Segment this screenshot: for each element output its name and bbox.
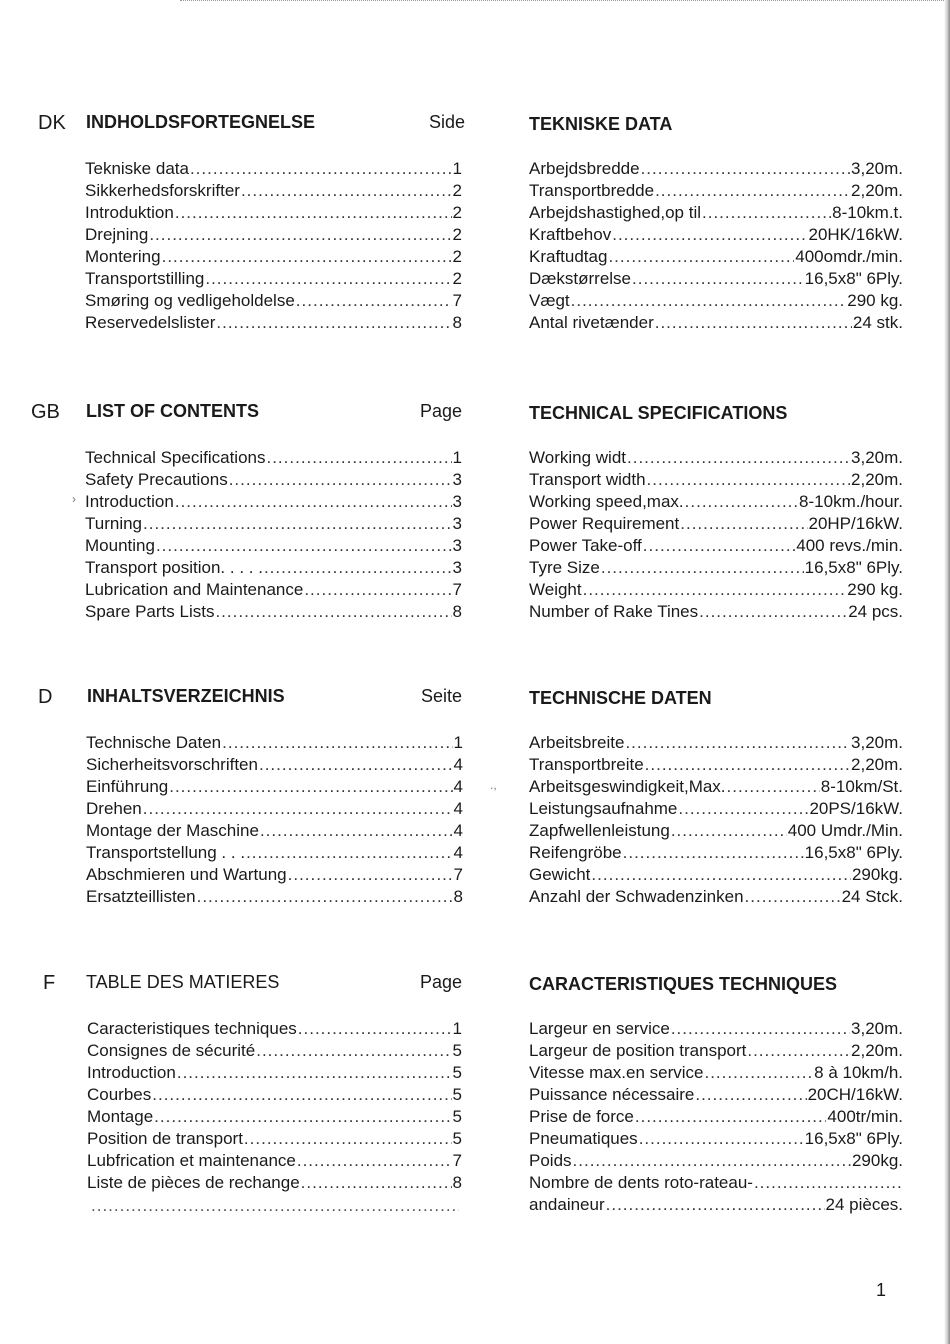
tech-title: TECHNISCHE DATEN xyxy=(529,688,712,708)
section-gb xyxy=(0,401,950,661)
toc-entry: Abschmieren und Wartung ..... 7 xyxy=(86,864,463,886)
tech-title: TECHNICAL SPECIFICATIONS xyxy=(529,403,788,423)
page-number: 1 xyxy=(876,1280,887,1300)
toc-entry: Liste de pièces de rechange ..... 8 xyxy=(87,1172,462,1194)
toc-entry: Montage ..... 5 xyxy=(87,1106,462,1128)
spec-row: Arbeitsbreite ..... 3,20m. xyxy=(529,732,903,754)
spec-row: Zapfwellenleistung ..... 400 Umdr./Min. xyxy=(529,820,903,842)
spec-row: Vitesse max.en service ..... 8 à 10km/h. xyxy=(529,1062,903,1084)
toc-entry: Ersatzteillisten ..... 8 xyxy=(86,886,463,908)
spec-row: Tyre Size ..... 16,5x8" 6Ply. xyxy=(529,557,903,579)
spec-row: Leistungsaufnahme ..... 20PS/16kW. xyxy=(529,798,903,820)
spec-row: Number of Rake Tines ..... 24 pcs. xyxy=(529,601,903,623)
toc-list xyxy=(85,447,462,623)
toc-entry: Technical Specifications ..... 1 xyxy=(85,447,462,469)
toc-entry: Safety Precautions ..... 3 xyxy=(85,469,462,491)
tech-title: TEKNISKE DATA xyxy=(529,114,673,134)
tech-spec-list xyxy=(529,158,903,334)
language-code: DK xyxy=(38,112,66,134)
spec-row: Working speed,max. ..... 8-10km./hour. xyxy=(529,491,903,513)
toc-entry: Introduktion ..... 2 xyxy=(85,202,462,224)
language-code: F xyxy=(43,972,56,994)
toc-list xyxy=(86,732,463,908)
toc-list xyxy=(87,1018,462,1217)
toc-title: INHALTSVERZEICHNIS xyxy=(87,686,285,706)
toc-entry: Sicherheitsvorschriften ..... 4 xyxy=(86,754,463,776)
spec-row: Arbeitsgeswindigkeit,Max. ..... 8-10km/St. xyxy=(529,776,903,798)
spec-row: Arbejdshastighed,op til ..... 8-10km.t. xyxy=(529,202,903,224)
spec-row: Kraftudtag ..... 400omdr./min. xyxy=(529,246,903,268)
toc-entry: Einführung ..... 4 xyxy=(86,776,463,798)
spec-row: Transportbreite ..... 2,20m. xyxy=(529,754,903,776)
toc-entry: Tekniske data ..... 1 xyxy=(85,158,462,180)
toc-title: LIST OF CONTENTS xyxy=(86,401,259,421)
tech-spec-list xyxy=(529,732,903,908)
toc-entry: Caracteristiques techniques ..... 1 xyxy=(87,1018,462,1040)
spec-row: Largeur de position transport ..... 2,20m. xyxy=(529,1040,903,1062)
toc-entry: Lubrication and Maintenance ..... 7 xyxy=(85,579,462,601)
section-dk xyxy=(0,112,950,372)
spec-row: Power Requirement ..... 20HP/16kW. xyxy=(529,513,903,535)
toc-entry: Reservedelslister ..... 8 xyxy=(85,312,462,334)
tech-title: CARACTERISTIQUES TECHNIQUES xyxy=(529,974,838,994)
toc-entry: Drejning ..... 2 xyxy=(85,224,462,246)
spec-row: Poids ..... 290kg. xyxy=(529,1150,903,1172)
toc-entry: Mounting ..... 3 xyxy=(85,535,462,557)
spec-row: Puissance nécessaire ..... 20CH/16kW. xyxy=(529,1084,903,1106)
toc-entry: Montage der Maschine ..... 4 xyxy=(86,820,463,842)
spec-row: Kraftbehov ..... 20HK/16kW. xyxy=(529,224,903,246)
spec-row: Nombre de dents roto-rateau- ..... xyxy=(529,1172,903,1194)
spec-row: Transportbredde ..... 2,20m. xyxy=(529,180,903,202)
spec-row: Power Take-off ..... 400 revs./min. xyxy=(529,535,903,557)
spec-row: andaineur ..... 24 pièces. xyxy=(529,1194,903,1216)
toc-entry: Turning ..... 3 xyxy=(85,513,462,535)
page-column-heading: Seite xyxy=(420,686,462,706)
section-f xyxy=(0,972,950,1232)
toc-entry: Transportstilling ..... 2 xyxy=(85,268,462,290)
toc-entry: Courbes ..... 5 xyxy=(87,1084,462,1106)
language-code: GB xyxy=(31,401,60,423)
toc-entry: Sikkerhedsforskrifter ..... 2 xyxy=(85,180,462,202)
toc-list xyxy=(85,158,462,334)
tech-spec-list xyxy=(529,1018,903,1216)
language-code: D xyxy=(38,686,53,708)
scan-top-edge xyxy=(180,0,950,8)
toc-entry: Smøring og vedligeholdelse ..... 7 xyxy=(85,290,462,312)
toc-entry: Drehen ..... 4 xyxy=(86,798,463,820)
toc-entry: Lubfrication et maintenance ..... 7 xyxy=(87,1150,462,1172)
spec-row: Working widt ..... 3,20m. xyxy=(529,447,903,469)
dotted-line xyxy=(91,1195,459,1217)
toc-entry: Montering ..... 2 xyxy=(85,246,462,268)
toc-entry: Introduction ..... 3 xyxy=(85,491,462,513)
page-column-heading: Page xyxy=(419,972,462,992)
toc-entry: Transportstellung . . . ..... 4 xyxy=(86,842,463,864)
spec-row: Anzahl der Schwadenzinken ..... 24 Stck. xyxy=(529,886,903,908)
scan-speck: › xyxy=(72,492,76,506)
toc-entry: Transport position. . . . . ..... 3 xyxy=(85,557,462,579)
toc-entry: Position de transport ..... 5 xyxy=(87,1128,462,1150)
spec-row: Gewicht ..... 290kg. xyxy=(529,864,903,886)
spec-row: Dækstørrelse ..... 16,5x8" 6Ply. xyxy=(529,268,903,290)
tech-spec-list xyxy=(529,447,903,623)
page-column-heading: Side xyxy=(428,112,465,132)
section-d xyxy=(0,686,950,946)
spec-row: Arbejdsbredde ..... 3,20m. xyxy=(529,158,903,180)
spec-row: Largeur en service ..... 3,20m. xyxy=(529,1018,903,1040)
toc-entry: Spare Parts Lists ..... 8 xyxy=(85,601,462,623)
spec-row: Vægt ..... 290 kg. xyxy=(529,290,903,312)
toc-entry: Consignes de sécurité ..... 5 xyxy=(87,1040,462,1062)
spec-row: Antal rivetænder ..... 24 stk. xyxy=(529,312,903,334)
toc-entry: Technische Daten ..... 1 xyxy=(86,732,463,754)
spec-row: Prise de force ..... 400tr/min. xyxy=(529,1106,903,1128)
spec-row: Transport width ..... 2,20m. xyxy=(529,469,903,491)
page-column-heading: Page xyxy=(419,401,462,421)
spec-row: Pneumatiques ..... 16,5x8" 6Ply. xyxy=(529,1128,903,1150)
scan-speck: ., xyxy=(490,778,497,792)
toc-title: TABLE DES MATIERES xyxy=(86,972,280,992)
spec-row: Reifengröbe ..... 16,5x8" 6Ply. xyxy=(529,842,903,864)
toc-entry: Introduction ..... 5 xyxy=(87,1062,462,1084)
spec-row: Weight ..... 290 kg. xyxy=(529,579,903,601)
toc-title: INDHOLDSFORTEGNELSE xyxy=(86,112,316,132)
